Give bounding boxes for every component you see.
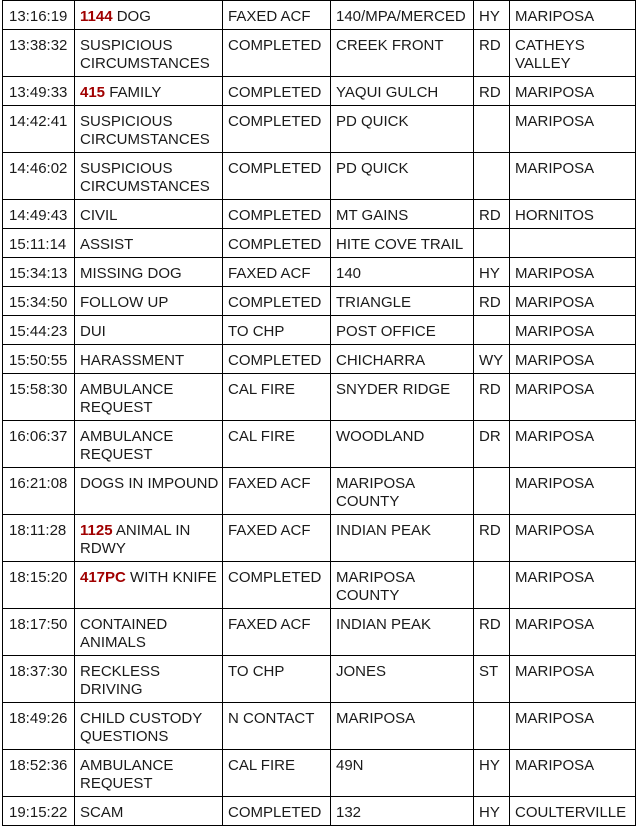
time-cell: 14:46:02: [3, 153, 75, 200]
table-row: [3, 750, 636, 797]
call-type-cell: CIVIL: [75, 200, 223, 229]
city-cell: MARIPOSA: [510, 374, 636, 421]
time-cell: 18:17:50: [3, 609, 75, 656]
call-type-cell: FOLLOW UP: [75, 287, 223, 316]
city-cell: MARIPOSA: [510, 153, 636, 200]
city-cell: MARIPOSA: [510, 287, 636, 316]
location-cell: WOODLAND: [331, 421, 474, 468]
location-cell: INDIAN PEAK: [331, 609, 474, 656]
call-type-cell: AMBULANCE REQUEST: [75, 750, 223, 797]
table-row: [3, 153, 636, 200]
disposition-cell: FAXED ACF: [223, 468, 331, 515]
street-suffix-cell: RD: [474, 374, 510, 421]
call-type-cell: DUI: [75, 316, 223, 345]
time-cell: 18:15:20: [3, 562, 75, 609]
table-row: [3, 468, 636, 515]
city-cell: COULTERVILLE: [510, 797, 636, 826]
city-cell: MARIPOSA: [510, 656, 636, 703]
city-cell: MARIPOSA: [510, 750, 636, 797]
call-type-cell: HARASSMENT: [75, 345, 223, 374]
table-row: [3, 77, 636, 106]
time-cell: 15:34:50: [3, 287, 75, 316]
street-suffix-cell: [474, 468, 510, 515]
street-suffix-cell: [474, 562, 510, 609]
location-cell: PD QUICK: [331, 106, 474, 153]
city-cell: MARIPOSA: [510, 609, 636, 656]
table-row: [3, 30, 636, 77]
location-cell: POST OFFICE: [331, 316, 474, 345]
table-row: [3, 656, 636, 703]
time-cell: 19:15:22: [3, 797, 75, 826]
location-cell: MARIPOSA COUNTY: [331, 562, 474, 609]
street-suffix-cell: RD: [474, 515, 510, 562]
disposition-cell: CAL FIRE: [223, 750, 331, 797]
table-row: [3, 106, 636, 153]
call-type-cell: SUSPICIOUS CIRCUMSTANCES: [75, 106, 223, 153]
disposition-cell: TO CHP: [223, 656, 331, 703]
time-cell: 18:11:28: [3, 515, 75, 562]
city-cell: MARIPOSA: [510, 106, 636, 153]
call-type-cell: ASSIST: [75, 229, 223, 258]
location-cell: 132: [331, 797, 474, 826]
street-suffix-cell: HY: [474, 750, 510, 797]
table-row: [3, 287, 636, 316]
table-row: [3, 421, 636, 468]
city-cell: CATHEYS VALLEY: [510, 30, 636, 77]
street-suffix-cell: RD: [474, 287, 510, 316]
street-suffix-cell: HY: [474, 258, 510, 287]
city-cell: MARIPOSA: [510, 562, 636, 609]
disposition-cell: COMPLETED: [223, 562, 331, 609]
street-suffix-cell: [474, 703, 510, 750]
location-cell: 49N: [331, 750, 474, 797]
time-cell: 15:11:14: [3, 229, 75, 258]
disposition-cell: FAXED ACF: [223, 609, 331, 656]
table-row: [3, 345, 636, 374]
disposition-cell: COMPLETED: [223, 200, 331, 229]
call-type-cell: [75, 562, 223, 609]
time-cell: 15:44:23: [3, 316, 75, 345]
disposition-cell: COMPLETED: [223, 229, 331, 258]
street-suffix-cell: HY: [474, 1, 510, 30]
call-type-cell: RECKLESS DRIVING: [75, 656, 223, 703]
disposition-cell: COMPLETED: [223, 287, 331, 316]
city-cell: MARIPOSA: [510, 1, 636, 30]
location-cell: CHICHARRA: [331, 345, 474, 374]
time-cell: 15:50:55: [3, 345, 75, 374]
disposition-cell: CAL FIRE: [223, 374, 331, 421]
call-type-cell: CONTAINED ANIMALS: [75, 609, 223, 656]
time-cell: 18:52:36: [3, 750, 75, 797]
street-suffix-cell: WY: [474, 345, 510, 374]
location-cell: YAQUI GULCH: [331, 77, 474, 106]
call-log-table: [2, 0, 636, 826]
street-suffix-cell: RD: [474, 30, 510, 77]
table-row: [3, 1, 636, 30]
call-type-text: ANIMAL IN RDWY: [80, 522, 191, 557]
location-cell: HITE COVE TRAIL: [331, 229, 474, 258]
call-type-cell: [75, 77, 223, 106]
disposition-cell: FAXED ACF: [223, 515, 331, 562]
disposition-cell: COMPLETED: [223, 106, 331, 153]
disposition-cell: COMPLETED: [223, 345, 331, 374]
table-row: [3, 797, 636, 826]
disposition-cell: FAXED ACF: [223, 258, 331, 287]
call-code: 417PC: [80, 569, 126, 586]
table-row: [3, 562, 636, 609]
city-cell: MARIPOSA: [510, 77, 636, 106]
call-code: 1144: [80, 8, 113, 25]
disposition-cell: TO CHP: [223, 316, 331, 345]
call-type-text: FAMILY: [109, 84, 162, 101]
disposition-cell: COMPLETED: [223, 797, 331, 826]
location-cell: 140/MPA/MERCED: [331, 1, 474, 30]
call-type-cell: DOGS IN IMPOUND: [75, 468, 223, 515]
location-cell: SNYDER RIDGE: [331, 374, 474, 421]
street-suffix-cell: RD: [474, 77, 510, 106]
call-type-cell: SCAM: [75, 797, 223, 826]
street-suffix-cell: [474, 229, 510, 258]
time-cell: 14:49:43: [3, 200, 75, 229]
street-suffix-cell: RD: [474, 609, 510, 656]
city-cell: [510, 229, 636, 258]
location-cell: INDIAN PEAK: [331, 515, 474, 562]
street-suffix-cell: [474, 316, 510, 345]
city-cell: MARIPOSA: [510, 421, 636, 468]
city-cell: MARIPOSA: [510, 258, 636, 287]
call-type-text: WITH KNIFE: [130, 569, 217, 586]
disposition-cell: COMPLETED: [223, 77, 331, 106]
location-cell: PD QUICK: [331, 153, 474, 200]
time-cell: 18:49:26: [3, 703, 75, 750]
city-cell: MARIPOSA: [510, 316, 636, 345]
disposition-cell: COMPLETED: [223, 153, 331, 200]
time-cell: 15:34:13: [3, 258, 75, 287]
table-row: [3, 515, 636, 562]
street-suffix-cell: ST: [474, 656, 510, 703]
call-type-cell: [75, 1, 223, 30]
location-cell: 140: [331, 258, 474, 287]
disposition-cell: FAXED ACF: [223, 1, 331, 30]
city-cell: MARIPOSA: [510, 703, 636, 750]
location-cell: MT GAINS: [331, 200, 474, 229]
city-cell: MARIPOSA: [510, 515, 636, 562]
disposition-cell: COMPLETED: [223, 30, 331, 77]
street-suffix-cell: [474, 106, 510, 153]
call-type-cell: SUSPICIOUS CIRCUMSTANCES: [75, 153, 223, 200]
call-code: 415: [80, 84, 106, 101]
city-cell: MARIPOSA: [510, 468, 636, 515]
call-type-cell: AMBULANCE REQUEST: [75, 421, 223, 468]
time-cell: 13:38:32: [3, 30, 75, 77]
street-suffix-cell: [474, 153, 510, 200]
table-row: [3, 609, 636, 656]
call-type-cell: AMBULANCE REQUEST: [75, 374, 223, 421]
call-type-cell: CHILD CUSTODY QUESTIONS: [75, 703, 223, 750]
time-cell: 13:16:19: [3, 1, 75, 30]
time-cell: 16:06:37: [3, 421, 75, 468]
city-cell: HORNITOS: [510, 200, 636, 229]
disposition-cell: CAL FIRE: [223, 421, 331, 468]
time-cell: 16:21:08: [3, 468, 75, 515]
table-row: [3, 703, 636, 750]
call-type-cell: SUSPICIOUS CIRCUMSTANCES: [75, 30, 223, 77]
call-type-cell: [75, 515, 223, 562]
street-suffix-cell: RD: [474, 200, 510, 229]
time-cell: 18:37:30: [3, 656, 75, 703]
location-cell: MARIPOSA: [331, 703, 474, 750]
location-cell: MARIPOSA COUNTY: [331, 468, 474, 515]
call-type-cell: MISSING DOG: [75, 258, 223, 287]
table-row: [3, 316, 636, 345]
street-suffix-cell: HY: [474, 797, 510, 826]
time-cell: 15:58:30: [3, 374, 75, 421]
location-cell: CREEK FRONT: [331, 30, 474, 77]
call-code: 1125: [80, 522, 113, 539]
table-row: [3, 200, 636, 229]
time-cell: 14:42:41: [3, 106, 75, 153]
table-row: [3, 374, 636, 421]
location-cell: TRIANGLE: [331, 287, 474, 316]
table-row: [3, 258, 636, 287]
call-type-text: DOG: [116, 8, 151, 25]
disposition-cell: N CONTACT: [223, 703, 331, 750]
location-cell: JONES: [331, 656, 474, 703]
city-cell: MARIPOSA: [510, 345, 636, 374]
street-suffix-cell: DR: [474, 421, 510, 468]
time-cell: 13:49:33: [3, 77, 75, 106]
table-row: [3, 229, 636, 258]
